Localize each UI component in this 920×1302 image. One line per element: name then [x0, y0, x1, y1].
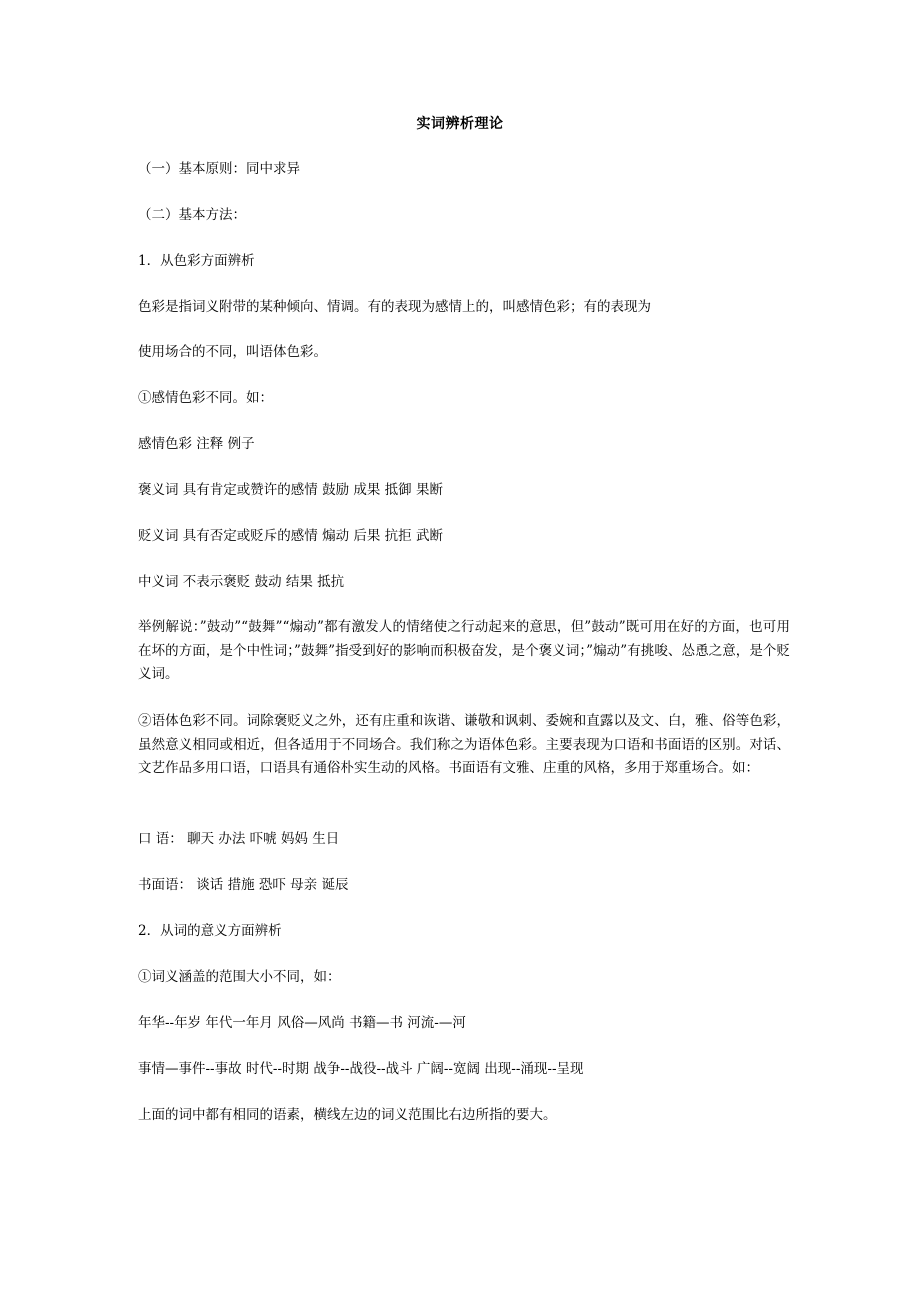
emotion-color-heading: ①感情色彩不同。如：: [138, 390, 273, 406]
section-1-heading: 1．从色彩方面辨析: [138, 253, 255, 269]
written-language-examples: 书面语： 谈话 措施 恐吓 母亲 诞辰: [138, 877, 349, 893]
emotion-table-header: 感情色彩 注释 例子: [138, 436, 255, 452]
color-definition-line-2: 使用场合的不同，叫语体色彩。: [138, 344, 327, 360]
spoken-language-examples: 口 语： 聊天 办法 吓唬 妈妈 生日: [138, 831, 340, 847]
emotion-row-neutral: 中义词 不表示褒贬 鼓动 结果 抵抗: [138, 574, 345, 590]
basic-method: （二）基本方法：: [138, 207, 246, 223]
emotion-row-positive: 褒义词 具有肯定或赞许的感情 鼓励 成果 抵御 果断: [138, 482, 443, 498]
document-title: 实词辨析理论: [416, 116, 504, 132]
scope-examples-2: 事情—事件--事故 时代--时期 战争--战役--战斗 广阔--宽阔 出现--涌现--呈现: [138, 1061, 584, 1077]
color-definition-line-1: 色彩是指词义附带的某种倾向、情调。有的表现为感情上的，叫感情色彩；有的表现为: [138, 299, 651, 315]
scope-examples-1: 年华--年岁 年代一年月 风俗—风尚 书籍—书 河流-—河: [138, 1015, 466, 1031]
scope-note: 上面的词中都有相同的语素，横线左边的词义范围比右边所指的要大。: [138, 1107, 557, 1123]
register-color-paragraph: ②语体色彩不同。词除褒贬义之外，还有庄重和诙谐、谦敬和讽刺、委婉和直露以及文、白，雅、俗等色彩，虽然意义相同或相近，但各适用于不同场合。我们称之为语体色彩。主要表现为口语和书面语的区别。对话、文艺作品多用口语，口语具有通俗朴实生动的风格。书面语有文雅、庄重的风格，多用于郑重场合。如：: [138, 713, 790, 776]
section-2-heading: 2．从词的意义方面辨析: [138, 923, 282, 939]
scope-heading: ①词义涵盖的范围大小不同，如：: [138, 969, 341, 985]
basic-principle: （一）基本原则：同中求异: [138, 161, 300, 177]
emotion-row-negative: 贬义词 具有否定或贬斥的感情 煽动 后果 抗拒 武断: [138, 528, 443, 544]
example-explanation-paragraph: 举例解说：”鼓动”“鼓舞”“煽动”都有激发人的情绪使之行动起来的意思，但”鼓动”既可用在好的方面，也可用在坏的方面，是个中性词；”鼓舞”指受到好的影响而积极奋发，是个褒义词；”煽动”有挑唆、怂恿之意，是个贬义词。: [138, 619, 790, 682]
